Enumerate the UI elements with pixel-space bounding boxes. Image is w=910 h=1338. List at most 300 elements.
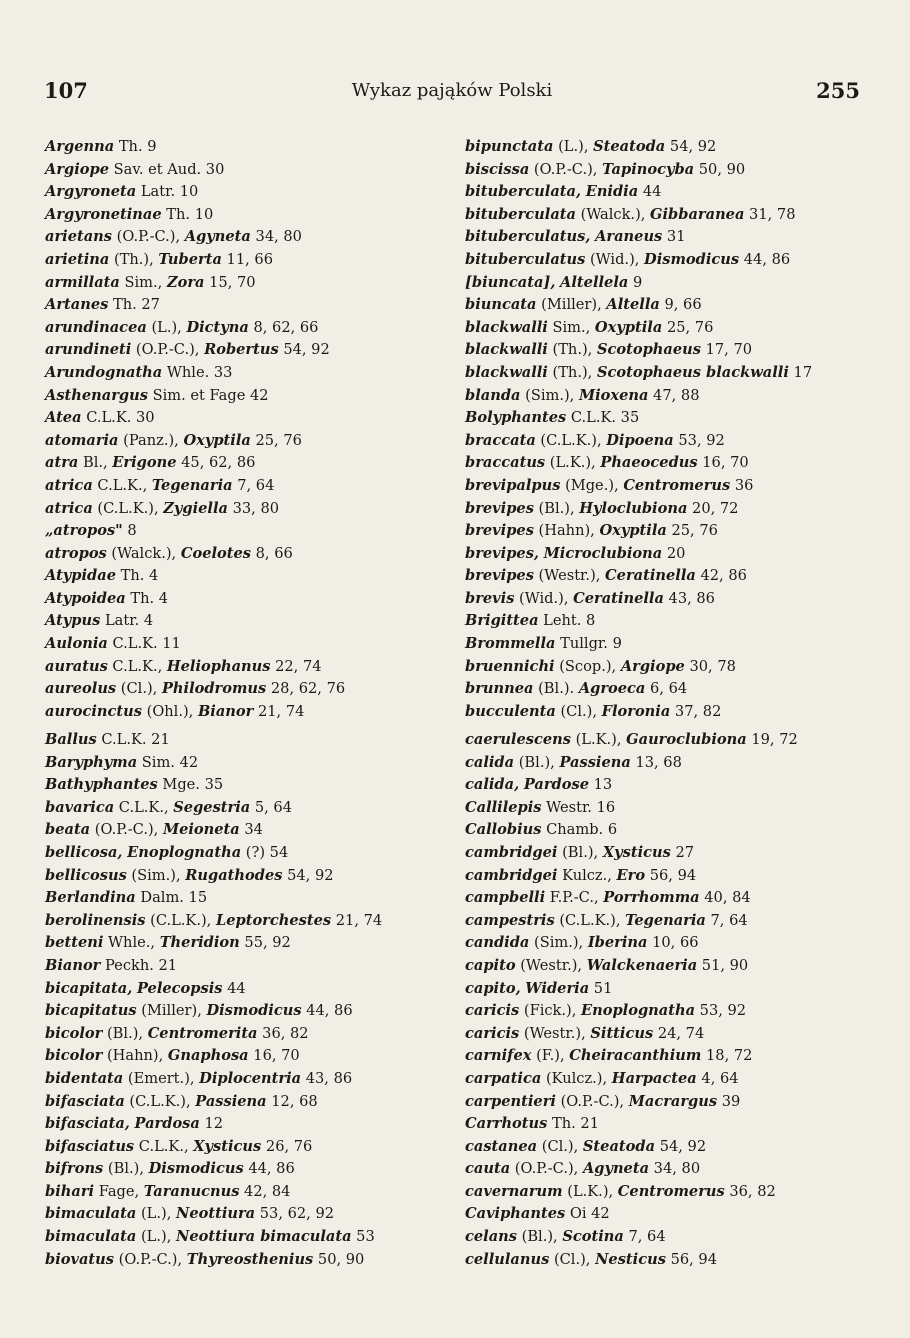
index-entry (465, 774, 798, 797)
entry-text: 8, 66 (251, 544, 293, 562)
entry-genus: Oxyptila (183, 431, 251, 449)
index-entry (465, 272, 812, 295)
entry-species: Atypoidea (45, 589, 126, 607)
entry-text: (Emert.), (123, 1069, 200, 1087)
index-entry (45, 136, 345, 159)
entry-genus: Pelecopsis (136, 979, 223, 997)
entry-species: candida (465, 934, 530, 952)
entry-species: brevipes, (465, 544, 539, 562)
entry-genus: Theridion (159, 934, 240, 952)
index-entry (45, 385, 345, 408)
entry-text: (Bl.). (533, 680, 579, 698)
entry-text: 44, 86 (243, 1160, 295, 1178)
index-entry (45, 1023, 382, 1046)
entry-text: Th. 4 (115, 567, 159, 585)
index-entry (465, 1091, 798, 1114)
entry-text: Mge. 35 (157, 776, 224, 794)
entry-text: (O.P.-C.), (131, 341, 205, 359)
entry-species: bimaculata (45, 1205, 137, 1223)
entry-text: (Scop.), (554, 657, 621, 675)
entry-species: caricis (465, 1002, 520, 1020)
entry-species: Callilepis (465, 798, 542, 816)
entry-genus: Passiena (195, 1092, 267, 1110)
entry-text: 20, 72 (687, 499, 739, 517)
entry-genus: Hyloclubiona (579, 499, 688, 517)
index-entry (465, 430, 812, 453)
entry-text: (O.P.-C.), (114, 1250, 187, 1268)
entry-genus: Scotophaeus blackwalli (596, 363, 789, 381)
entry-text: (Westr.), (515, 956, 587, 974)
entry-species: capito (465, 956, 516, 974)
entry-text: 13, 68 (630, 753, 682, 771)
entry-text: Th. 21 (547, 1115, 599, 1133)
page-header (44, 78, 860, 108)
entry-species: Arundognatha (45, 363, 163, 381)
index-entry (45, 752, 382, 775)
entry-species: bihari (45, 1182, 95, 1200)
index-entry (465, 588, 812, 611)
index-entry (45, 159, 345, 182)
entry-species: brevipes (465, 522, 534, 540)
entry-text: 43, 86 (663, 589, 715, 607)
entry-species: bavarica (45, 798, 115, 816)
entry-text: (Walck.), (106, 544, 181, 562)
entry-species: brevipes (465, 499, 534, 517)
entry-text: 56, 94 (645, 866, 697, 884)
entry-genus: Thyreosthenius (186, 1250, 314, 1268)
entry-species: capito, (465, 979, 521, 997)
index-entry (465, 752, 798, 775)
index-entry (465, 204, 812, 227)
entry-genus: Altella (606, 296, 660, 314)
index-entry (465, 1023, 798, 1046)
entry-genus: Agyneta (184, 228, 251, 246)
entry-text: Sim., (547, 318, 595, 336)
entry-genus: Erigone (112, 454, 177, 472)
entry-species: Berlandina (45, 889, 136, 907)
entry-text: C.L.K., (92, 476, 152, 494)
entry-text: Th. 9 (114, 138, 157, 155)
entry-text: 42, 84 (239, 1182, 291, 1200)
entry-text: C.L.K. 30 (81, 409, 155, 427)
entry-species: Asthenargus (45, 386, 148, 404)
entry-genus: Passiena (559, 753, 631, 771)
index-block-c (465, 729, 798, 1271)
entry-text: 16, 70 (248, 1047, 300, 1065)
entry-genus: Pardosa (134, 1115, 200, 1133)
entry-species: arietans (45, 228, 112, 246)
index-entry (45, 932, 382, 955)
entry-text: Sav. et Aud. 30 (108, 160, 225, 178)
entry-text: 7, 64 (623, 1228, 666, 1246)
entry-text: (Th.), (109, 250, 159, 268)
entry-species: Aulonia (45, 635, 108, 653)
entry-genus: Araneus (595, 228, 663, 246)
index-entry (465, 1113, 798, 1136)
entry-genus: Enoplognatha (127, 843, 242, 861)
entry-text: 28, 62, 76 (266, 680, 346, 698)
index-entry (45, 1203, 382, 1226)
entry-genus: Floronia (601, 702, 671, 720)
entry-text: (C.L.K.), (145, 911, 216, 929)
index-entry (465, 362, 812, 385)
entry-text: (Miller), (536, 296, 607, 314)
entry-text: Bl., (78, 454, 113, 472)
entry-genus: Walckenaeria (586, 956, 698, 974)
entry-text: (L.), (146, 318, 187, 336)
entry-text: 37, 82 (670, 702, 722, 720)
index-entry (465, 865, 798, 888)
entry-text: (Th.), (547, 341, 597, 359)
entry-genus: Steatoda (582, 1137, 656, 1155)
entry-text: (Mge.), (560, 476, 624, 494)
entry-text: (Wid.), (585, 250, 645, 268)
entry-text: 7, 64 (705, 911, 748, 929)
entry-species: Bathyphantes (45, 776, 158, 794)
entry-text: (Miller), (136, 1002, 207, 1020)
entry-text: (L.K.), (570, 731, 627, 748)
index-entry (45, 294, 345, 317)
entry-text: Th. 10 (161, 205, 214, 223)
entry-text: (Panz.), (118, 431, 184, 449)
entry-text: Whle. 33 (162, 363, 233, 381)
entry-text: 50, 90 (313, 1250, 365, 1268)
entry-genus: Tegenaria (625, 911, 706, 929)
entry-text: 30, 78 (684, 657, 736, 675)
entry-text: C.L.K. 35 (566, 409, 640, 427)
index-entry (45, 1068, 382, 1091)
entry-species: auratus (45, 657, 108, 675)
entry-text: 44 (638, 183, 662, 201)
index-entry (45, 475, 345, 498)
entry-text: 9, 66 (659, 296, 702, 314)
entry-species: bituberculata (465, 205, 576, 223)
index-entry (465, 475, 812, 498)
entry-species: calida (465, 753, 515, 771)
entry-text: 51 (589, 979, 613, 997)
index-entry (45, 865, 382, 888)
entry-genus: Dictyna (186, 318, 249, 336)
entry-text: 26, 76 (261, 1137, 313, 1155)
entry-text: (Th.), (547, 363, 597, 381)
index-entry (45, 955, 382, 978)
entry-species: cellulanus (465, 1250, 550, 1268)
entry-genus: Tegenaria (151, 476, 233, 494)
entry-species: braccatus (465, 454, 546, 472)
entry-text: 54, 92 (665, 138, 717, 155)
index-entry (45, 678, 345, 701)
entry-species: caricis (465, 1024, 520, 1042)
entry-species: Atea (45, 409, 82, 427)
entry-text: 51, 90 (697, 956, 749, 974)
index-entry (465, 932, 798, 955)
entry-text: (Hahn), (533, 522, 600, 540)
entry-species: armillata (45, 273, 120, 291)
entry-genus: Bianor (197, 702, 254, 720)
entry-text: C.L.K. 11 (107, 635, 181, 653)
entry-text: (C.L.K.), (535, 431, 607, 449)
entry-text: Chamb. 6 (541, 821, 618, 839)
entry-genus: Dismodicus (206, 1002, 302, 1020)
entry-text: 9 (628, 273, 643, 291)
entry-species: atrica (45, 476, 93, 494)
entry-genus: Centromerus (617, 1182, 725, 1200)
entry-text: 5, 64 (250, 798, 292, 816)
entry-species: atomaria (45, 431, 119, 449)
entry-species: blackwalli (465, 363, 548, 381)
entry-text: 39 (717, 1092, 741, 1110)
entry-text: Latr. 10 (136, 183, 199, 201)
index-entry (465, 910, 798, 933)
index-entry (465, 1045, 798, 1068)
entry-text: 15, 70 (204, 273, 256, 291)
entry-text: (Bl.), (533, 499, 580, 517)
entry-genus: Gibbaranea (650, 205, 745, 223)
index-entry (45, 1000, 382, 1023)
entry-text: 53, 92 (695, 1002, 747, 1020)
entry-species: bituberculatus (465, 250, 586, 268)
entry-species: cambridgei (465, 843, 558, 861)
entry-genus: Pardose (523, 776, 589, 794)
index-entry (465, 656, 812, 679)
index-entry (45, 1091, 382, 1114)
entry-text: (L.K.), (545, 454, 601, 472)
index-entry (465, 797, 798, 820)
entry-species: braccata (465, 431, 536, 449)
index-entry (465, 339, 812, 362)
index-entry (465, 407, 812, 430)
entry-species: Ballus (45, 731, 97, 748)
entry-species: Brigittea (465, 612, 539, 630)
entry-genus: Wideria (525, 979, 590, 997)
entry-species: calida, (465, 776, 520, 794)
index-entry (465, 729, 798, 752)
entry-text: Whle., (103, 934, 160, 952)
index-entry (45, 520, 345, 543)
entry-genus: Xysticus (602, 843, 671, 861)
entry-species: Baryphyma (45, 753, 138, 771)
entry-species: cavernarum (465, 1182, 563, 1200)
entry-text: 54, 92 (655, 1137, 707, 1155)
entry-text: 21, 74 (331, 911, 383, 929)
entry-species: Callobius (465, 821, 542, 839)
index-entry (465, 520, 812, 543)
index-entry (45, 842, 382, 865)
entry-species: Bianor (45, 956, 101, 974)
entry-text: 22, 74 (270, 657, 322, 675)
entry-species: Brommella (465, 635, 556, 653)
entry-genus: Harpactea (611, 1069, 697, 1087)
entry-species: brevipes (465, 567, 534, 585)
entry-text: 53 (351, 1228, 375, 1246)
entry-species: bellicosa, (45, 843, 123, 861)
entry-text: (Bl.), (102, 1024, 148, 1042)
index-entry (45, 774, 382, 797)
index-block-b (45, 729, 382, 1271)
entry-species: carpentieri (465, 1092, 556, 1110)
entry-genus: Scotina (562, 1228, 624, 1246)
index-entry (465, 385, 812, 408)
index-entry (45, 181, 345, 204)
entry-text: Th. 4 (125, 589, 169, 607)
entry-genus: Meioneta (162, 821, 240, 839)
entry-species: beata (45, 821, 91, 839)
entry-text: (C.L.K.), (124, 1092, 196, 1110)
entry-species: arietina (45, 250, 110, 268)
entry-genus: Phaeocedus (600, 454, 698, 472)
index-entry (45, 1226, 382, 1249)
entry-genus: Xysticus (193, 1137, 262, 1155)
entry-text: Sim. et Fage 42 (147, 386, 269, 404)
entry-text: (Bl.), (514, 753, 560, 771)
entry-text: (Cl.), (116, 680, 162, 698)
entry-text: 36 (730, 476, 754, 494)
entry-text: Dalm. 15 (135, 889, 208, 907)
entry-text: 45, 62, 86 (176, 454, 256, 472)
entry-text: 7, 64 (232, 476, 275, 494)
entry-species: atropos (45, 544, 107, 562)
index-entry (465, 159, 812, 182)
entry-text: (L.), (136, 1228, 176, 1246)
index-entry (45, 797, 382, 820)
entry-text: C.L.K., (114, 798, 174, 816)
entry-text: (Sim.), (126, 866, 186, 884)
index-entry (45, 543, 345, 566)
index-entry (465, 842, 798, 865)
index-entry (45, 407, 345, 430)
index-entry (465, 701, 812, 724)
index-entry (45, 887, 382, 910)
entry-text: 36, 82 (724, 1182, 776, 1200)
entry-genus: Ceratinella (605, 567, 696, 585)
entry-text: 54, 92 (278, 341, 330, 359)
entry-text: 17, 70 (700, 341, 753, 359)
entry-species: carpatica (465, 1069, 542, 1087)
index-entry (45, 701, 345, 724)
entry-text: 55, 92 (239, 934, 291, 952)
entry-text: (Walck.), (575, 205, 651, 223)
entry-species: aureolus (45, 680, 117, 698)
entry-species: blackwalli (465, 341, 548, 359)
entry-genus: Agyneta (582, 1160, 650, 1178)
entry-species: Argiope (45, 160, 109, 178)
entry-species: „atropos" (45, 522, 123, 540)
index-entry (45, 1181, 382, 1204)
entry-text: Tullgr. 9 (555, 635, 622, 653)
entry-genus: Dismodicus (644, 250, 740, 268)
entry-text: 25, 76 (250, 431, 302, 449)
running-title: Wykaz pająków Polski (351, 80, 553, 101)
entry-genus: Diplocentria (199, 1069, 302, 1087)
index-entry (45, 565, 345, 588)
index-entry (465, 1181, 798, 1204)
entry-text: (Kulcz.), (541, 1069, 612, 1087)
index-entry (45, 339, 345, 362)
entry-text: 4, 64 (696, 1069, 739, 1087)
entry-species: celans (465, 1228, 517, 1246)
entry-species: Argyronetinae (45, 205, 162, 223)
index-entry (45, 1113, 382, 1136)
index-entry (465, 543, 812, 566)
entry-species: Argyroneta (45, 183, 137, 201)
entry-text: Fage, (94, 1182, 144, 1200)
entry-species: arundinacea (45, 318, 147, 336)
entry-species: cambridgei (465, 866, 558, 884)
entry-genus: Coelotes (180, 544, 251, 562)
index-entry (45, 204, 345, 227)
index-entry (45, 978, 382, 1001)
index-entry (45, 588, 345, 611)
entry-genus: Enoplognatha (581, 1002, 696, 1020)
entry-text: 8, 62, 66 (248, 318, 319, 336)
index-entry (465, 1000, 798, 1023)
entry-species: Bolyphantes (465, 409, 567, 427)
entry-text: 54, 92 (282, 866, 334, 884)
entry-genus: Robertus (204, 341, 279, 359)
entry-species: atrica (45, 499, 93, 517)
index-entry (45, 1249, 382, 1272)
entry-genus: Dismodicus (148, 1160, 244, 1178)
entry-text: Kulcz., (557, 866, 617, 884)
entry-species: Argenna (45, 138, 115, 155)
index-block-b-continued (465, 136, 812, 723)
entry-text: 36, 82 (257, 1024, 309, 1042)
entry-text: (Sim.), (529, 934, 588, 952)
index-entry (465, 678, 812, 701)
entry-species: bicapitatus (45, 1002, 137, 1020)
entry-text: 12, 68 (266, 1092, 318, 1110)
entry-text: 17 (788, 363, 813, 381)
index-entry (465, 1068, 798, 1091)
entry-species: Atypidae (45, 567, 116, 585)
entry-genus: Steatoda (593, 138, 666, 155)
entry-text: (?) 54 (241, 843, 289, 861)
entry-genus: Argiope (620, 657, 685, 675)
index-entry (45, 656, 345, 679)
entry-species: bucculenta (465, 702, 556, 720)
entry-text: 47, 88 (648, 386, 700, 404)
entry-species: blanda (465, 386, 521, 404)
entry-text: 31, 78 (744, 205, 796, 223)
index-entry (45, 1045, 382, 1068)
index-entry (45, 910, 382, 933)
index-entry (45, 1136, 382, 1159)
entry-species: bicolor (45, 1047, 103, 1065)
entry-species: blackwalli (465, 318, 548, 336)
entry-genus: Oxyptila (599, 522, 667, 540)
entry-text: Sim., (119, 273, 167, 291)
index-entry (45, 430, 345, 453)
index-entry (45, 1158, 382, 1181)
entry-text: (Hahn), (102, 1047, 168, 1065)
entry-text: Peckh. 21 (100, 956, 178, 974)
entry-text: C.L.K., (107, 657, 167, 675)
entry-text: 21, 74 (253, 702, 305, 720)
entry-species: bifrons (45, 1160, 104, 1178)
entry-species: bifasciatus (45, 1137, 135, 1155)
entry-text: 33, 80 (227, 499, 280, 517)
entry-species: biovatus (45, 1250, 114, 1268)
entry-genus: Tapinocyba (602, 160, 695, 178)
index-entry (465, 1136, 798, 1159)
entry-species: brevipalpus (465, 476, 561, 494)
index-entry (45, 317, 345, 340)
entry-species: atra (45, 454, 79, 472)
entry-species: cauta (465, 1160, 511, 1178)
entry-genus: Gauroclubiona (626, 731, 747, 748)
entry-genus: Zygiella (163, 499, 228, 517)
entry-text: 34, 80 (649, 1160, 701, 1178)
